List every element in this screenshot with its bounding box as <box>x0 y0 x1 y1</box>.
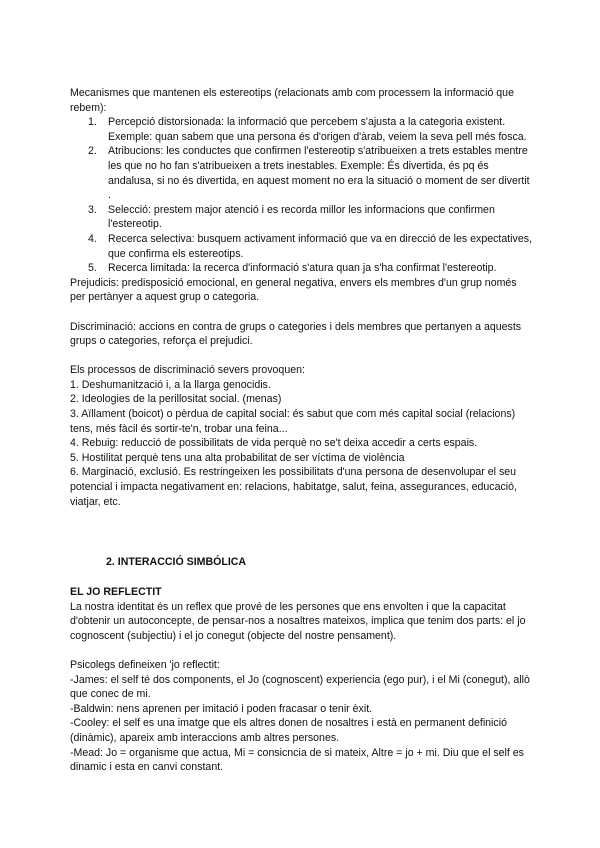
process-item: 3. Aïllament (boicot) o pèrdua de capital social: és sabut que com més capital social (relacions) tens, més fàcil és sortir-te'n, trobar una feina... <box>70 408 516 435</box>
discriminacio-paragraph: Discriminació: accions en contra de grups o categories i dels membres que pertanyen a aquests grups o categories, reforça el prejudici. <box>70 320 522 348</box>
processes-intro: Els processos de discriminació severs provoquen: <box>70 364 305 377</box>
jo-reflectit-body: La nostra identitat és un reflex que prové de les persones que ens envolten i que la capacitat d'obtenir un autoconcepte, de pensar-nos a nosaltres mateixos, implica que tenim dos parts: el jo cognoscent (subjectiu) i el jo conegut (objecte del nostre pensament). <box>70 600 526 642</box>
mechanism-item <box>70 261 532 276</box>
psicolegs-intro: Psicolegs defineixen 'jo reflectit: <box>70 658 220 671</box>
mechanism-item <box>70 115 532 144</box>
item-number: 1. <box>88 116 97 129</box>
item-number: 5. <box>88 262 97 275</box>
jo-reflectit-section <box>70 585 532 775</box>
item-number: 2. <box>88 145 97 158</box>
mechanism-item <box>70 232 532 261</box>
psicolegs-item: -Mead: Jo = organisme que actua, Mi = consicncia de si mateix, Altre = jo + mi. Diu que el self es dinamic i esta en canvi constant. <box>70 746 524 774</box>
psicolegs-item: -James: el self té dos components, el Jo (cognoscent) experiencia (ego pur), i el Mi (conegut), allò que conec de mi. <box>70 673 530 701</box>
process-item: 5. Hostilitat perquè tens una alta probabilitat de ser víctima de violència <box>70 451 405 464</box>
item-text: Recerca selectiva: busquem activament informació que va en direcció de les expectatives, que confirma els estereotips. <box>108 232 532 260</box>
mechanisms-intro: Mecanismes que mantenen els estereotips (relacionats amb com processem la informació que rebem): <box>70 87 514 114</box>
mechanism-item <box>70 203 532 232</box>
section-title: 2. INTERACCIÓ SIMBÓLICA <box>106 556 247 568</box>
item-number: 4. <box>88 232 97 245</box>
psicolegs-item: -Baldwin: nens aprenen per imitació i poden fracasar o tenir èxit. <box>70 702 373 715</box>
mechanism-item <box>70 144 532 202</box>
mechanisms-section <box>70 86 532 509</box>
jo-reflectit-heading: EL JO REFLECTIT <box>70 586 162 598</box>
item-text: Selecció: prestem major atenció i es recorda millor les informacions que confirmen l'estereotip. <box>108 203 495 231</box>
process-item: 2. Ideologies de la perillositat social. (menas) <box>70 393 282 406</box>
process-item: 6. Marginació, exclusió. Es restringeixen les possibilitats d'una persona de desenvolupar el seu potencial i impacta negativament en: relacions, habitatge, salut, feina, assegurances, educació, viatjar, etc. <box>70 466 517 508</box>
prejudicis-paragraph: Prejudicis: predisposició emocional, en general negativa, envers els membres d'un grup només per pertànyer a aquest grup o categoria. <box>70 276 517 304</box>
item-number: 3. <box>88 203 97 216</box>
item-text: Percepció distorsionada: la informació que percebem s'ajusta a la categoria existent. Exemple: quan sabem que una persona és d'origen d'àrab, veiem la seva pell més fosca. <box>108 116 527 143</box>
psicolegs-item: -Cooley: el self es una imatge que els altres donen de nosaltres i està en permanent definició (dinàmic), apareix amb interaccions amb altres persones. <box>70 717 507 744</box>
item-text: Recerca limitada: la recerca d'informació s'atura quan ja s'ha confirmat l'estereotip. <box>108 262 497 275</box>
process-item: 4. Rebuig: reducció de possibilitats de vida perquè no se't deixa accedir a certs espais. <box>70 437 478 450</box>
process-item: 1. Deshumanització i, a la llarga genocidis. <box>70 378 271 391</box>
item-text: Atribucions: les conductes que confirmen l'estereotip s'atribueixen a trets estables mentre les que no ho fan s'atribueixen a trets inestables. Exemple: És divertida, és pq és andalusa, si no és divertida, en aquest moment no era la situació o moment de ser divertit . <box>108 145 530 202</box>
mechanisms-list <box>70 115 532 276</box>
